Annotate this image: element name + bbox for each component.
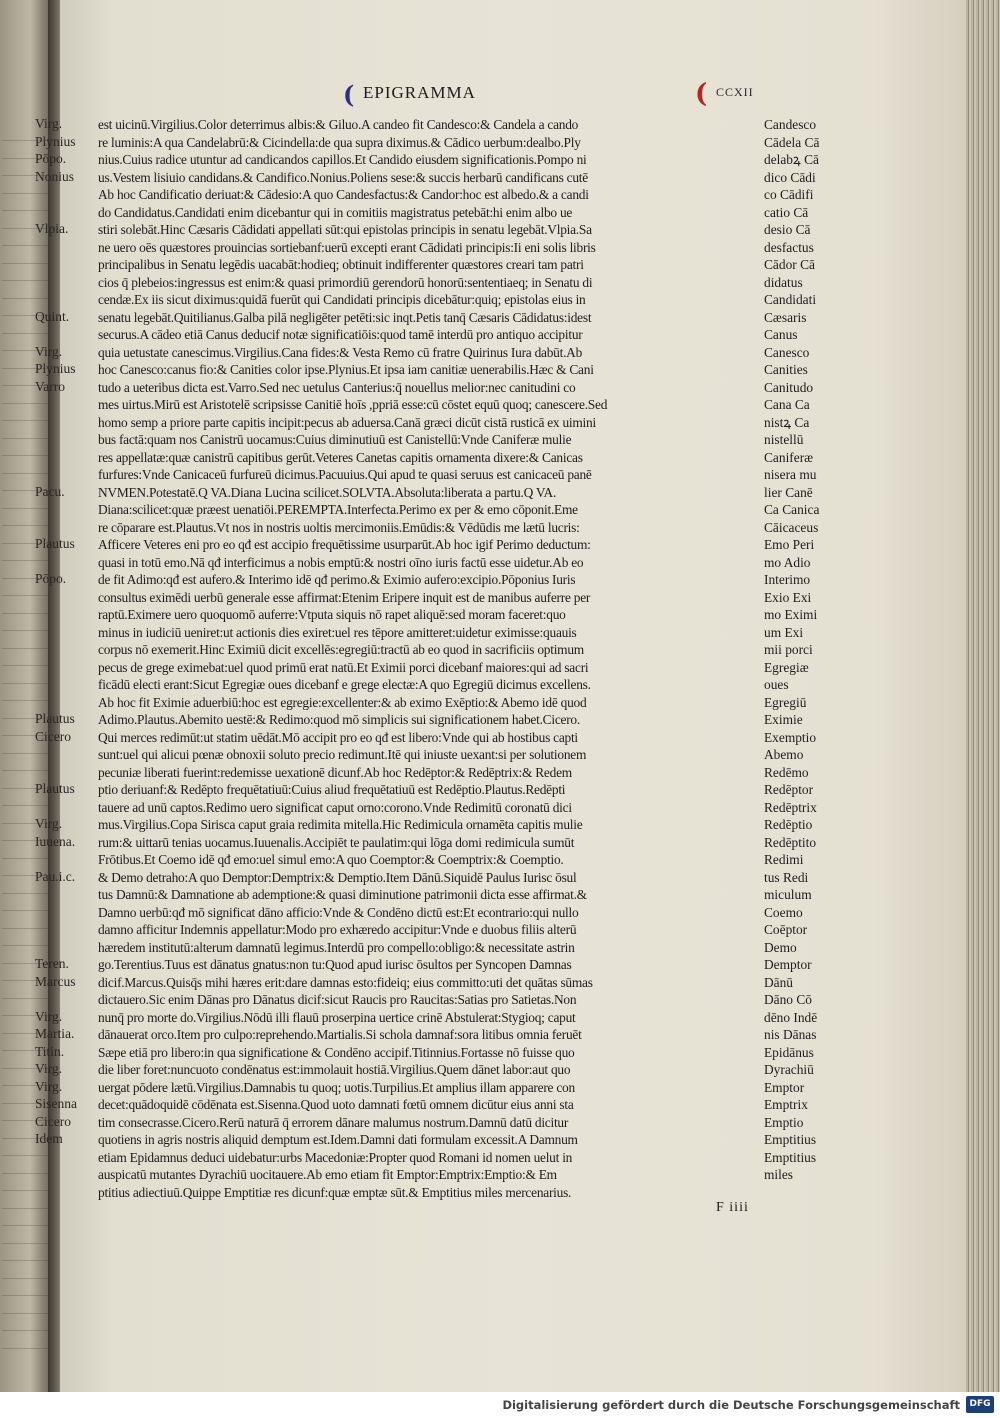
right-margin-note: Emptitius — [764, 1149, 817, 1165]
left-margin-note: Vlpia. — [35, 221, 69, 236]
text-line: Adimo.Plautus.Abemito uestē:& Redimo:quod mō simplicis sui significationem habet.Cicero. — [98, 712, 580, 727]
left-margin-note: Virg. — [35, 343, 63, 359]
text-line: damno afficitur Indemnis appellatur:Modo pro exhæredo accipitur:Vnde e duobus filiis alterū — [98, 922, 577, 937]
text-line: auspicatū mutantes Dyrachiū uocitauere.Ab emo etiam fit Emptor:Emptrix:Emptio:& Em — [98, 1167, 557, 1182]
text-line: tudo a ueteribus dicta est.Varro.Sed nec uetulus Canterius:q̄ nouellus melior:nec canitudini co — [98, 379, 576, 395]
left-page-ghost-line — [2, 193, 48, 194]
header-paragraph-mark: ( — [343, 80, 355, 109]
right-margin-note: oues — [764, 677, 789, 692]
right-margin-note: Dānū — [764, 974, 794, 990]
left-page-ghost-line — [2, 1260, 48, 1261]
left-page-ghost-line — [2, 928, 48, 929]
right-margin-note: catio Cā — [764, 204, 809, 220]
right-margin-note: Demo — [764, 939, 797, 955]
right-margin-note: mo Adio — [764, 554, 811, 570]
text-line: dictauero.Sic enim Dānas pro Dānatus dicif:sicut Raucis pro Raucitas:Satias pro Satietas.Non — [98, 992, 577, 1007]
left-page-ghost-line — [2, 438, 48, 439]
text-line: tus Damnū:& Damnatione ab ademptione:& quasi diminutione patrimonii dicta esse affirmat.& — [98, 887, 587, 902]
right-margin-note: Canus — [764, 327, 798, 342]
left-page-ghost-line — [2, 805, 48, 806]
left-margin-note: Iuuena. — [35, 833, 76, 849]
text-line: cendæ.Ex iis sicut diximus:quidā fuerūt qui Candidati principis dicebātur:quiq; epistolas eius in — [98, 292, 586, 307]
left-page-ghost-line — [2, 630, 48, 631]
text-line: nunq̄ pro morte do.Virgilius.Nōdū illi flauū proserpina uertice crinē Abstulerat:Stygioq; caput — [98, 1009, 576, 1025]
text-line: homo semp a priore parte capitis incipit:pecus ab aduersa.Canā græci dicūt cistā rusticā ex uimini — [98, 414, 596, 430]
left-page-ghost-line — [2, 455, 48, 456]
right-margin-note: Cādor Cā — [764, 257, 815, 272]
left-margin-note: Cicero — [35, 1113, 71, 1129]
right-margin-note: nistellū — [764, 432, 804, 447]
left-page-ghost-line — [2, 1173, 48, 1174]
right-margin-note: Candesco — [764, 117, 817, 132]
text-line: res appellatæ:quæ canistrū capitibus gerūt.Veteres Canetas capitis ornamenta dixere:& Canicas — [98, 449, 583, 465]
page-fore-edge — [966, 0, 1000, 1392]
left-page-ghost-line — [2, 560, 48, 561]
right-margin-note: Coemo — [764, 904, 803, 920]
left-margin-note: Plynius — [35, 133, 76, 149]
text-line: Ab hoc Candificatio deriuat:& Cādesio:A quo Candesfactus:& Candor:hoc est albedo.& a candi — [98, 187, 589, 202]
left-page-ghost-line — [2, 1295, 48, 1296]
left-page-ghost-line — [2, 753, 48, 754]
left-margin-note: Cicero — [35, 728, 71, 744]
right-margin-note: Cana Ca — [764, 397, 810, 412]
text-line: quasi in totū emo.Nā qđ interficimus a nobis emptū:& nostri oīno iuris factū esse uidetur.Ab eo — [98, 554, 584, 570]
text-line: principalibus in Senatu legēdis uacabāt:hodieq; obtinuit indifferenter quæstores creari tam patri — [98, 257, 584, 272]
left-margin-note: Plautus — [35, 781, 75, 796]
text-line: Frōtibus.Et Coemo idē qđ emo:uel simul emo:A quo Coemptor:& Coemptrix:& Coemptio. — [98, 852, 564, 867]
left-page-ghost-line — [2, 263, 48, 264]
left-margin-note: Plautus — [35, 536, 75, 551]
left-page-ghost-line — [2, 893, 48, 894]
left-page-ghost-line — [2, 998, 48, 999]
right-margin-note: desio Cā — [764, 222, 811, 237]
right-margin-note: lier Canē — [764, 484, 813, 500]
text-line: pecus de grege eximebat:uel quod primū erat natū.Et Eximii porci dicebanf maiores:qui ad sacri — [98, 659, 589, 675]
text-line: ptio deriuanf:& Redēpto frequētatiuū:Cuius aliud frequētatiuū est Redēptio.Plautus.Redēpti — [98, 782, 566, 797]
left-margin-note: Marcus — [35, 973, 76, 989]
funding-caption: Digitalisierung gefördert durch die Deutsche Forschungsgemeinschaft — [502, 1398, 960, 1412]
left-page-ghost-line — [2, 910, 48, 911]
right-margin-note: Redēptrix — [764, 799, 817, 815]
text-line: hæredem institutū:alterum damnatū legimus.Interdū pro compello:obligo:& necessitate astrin — [98, 939, 575, 955]
text-line: ne uero oēs quæstores prouincias sortiebanf:uerū excepti erant Cādidati principis:Ii eni solis libris — [98, 239, 596, 255]
right-margin-note: Dāno Cō — [764, 992, 812, 1007]
left-page-ghost-line — [2, 1313, 48, 1314]
text-line: quia uetustate canescimus.Virgilius.Cana fides:& Vesta Remo cū fratre Quirinus Iura dabūt.Ab — [98, 344, 583, 360]
left-margin-note: Quint. — [35, 308, 70, 324]
text-line: senatu legebāt.Quitilianus.Galba pilā negligēter petēti:sic inqt.Petis tanq̄ Cæsaris Cādidatus:idest — [98, 309, 592, 325]
left-margin-note: Varro — [35, 378, 65, 394]
left-page-ghost-line — [2, 1278, 48, 1279]
text-line: de fit Adimo:qđ est aufero.& Interimo idē qđ perimo.& Eximio aufero:excipio.Pōponius Iuris — [98, 572, 576, 587]
text-line: mus.Virgilius.Copa Sirisca caput graia redimita mitella.Hic Redimicula ornamēta capitis mulie — [98, 817, 583, 832]
right-margin-note: Cæsaris — [764, 309, 807, 325]
text-line: Damno uerbū:qđ mō significat dāno afficio:Vnde & Condēno dictū est:Et econtrario:qui nullo — [98, 904, 579, 920]
text-line: die liber foret:nuncuoto condēnatus est:immolauit hostiā.Virgilius.Quem dānet labor:aut quo — [98, 1062, 571, 1077]
text-line: Sæpe etiā pro libero:in qua significatione & Condēno accipif.Titinnius.Fortasse nō fuisse quo — [98, 1044, 575, 1060]
left-margin-note: Virg. — [35, 816, 63, 831]
right-margin-note: Cāicaceus — [764, 519, 819, 535]
left-page-ghost-line — [2, 1348, 48, 1349]
right-margin-note: tus Redi — [764, 869, 809, 885]
right-margin-note: miles — [764, 1167, 794, 1182]
text-line: est uicinū.Virgilius.Color deterrimus albis:& Giluo.A candeo fit Candesco:& Candela a cando — [98, 117, 579, 132]
right-margin-note: nisera mu — [764, 467, 817, 482]
left-margin-note: Titin. — [35, 1043, 65, 1059]
text-line: Ab hoc fit Eximie aduerbiū:hoc est egregie:excellenter:& ab eximo Exēptio:& Abemo idē quod — [98, 694, 587, 710]
right-margin-note: Ca Canica — [764, 502, 820, 517]
left-page-ghost-line — [2, 665, 48, 666]
left-page-ghost-line — [2, 420, 48, 421]
left-margin-note: Virg. — [35, 1078, 63, 1094]
main-text-column — [98, 116, 760, 1201]
left-page-ghost-line — [2, 648, 48, 649]
right-margin-note: Canitudo — [764, 379, 814, 395]
right-margin-note: um Exi — [764, 624, 804, 640]
right-margin-note: Canities — [764, 362, 808, 377]
right-margin-note: Dyrachiū — [764, 1062, 814, 1077]
text-line: minus in iudiciū ueniret:ut actionis dies exiret:uel res tēpore amitteret:uidetur eximisse:quauis — [98, 624, 577, 640]
right-margin-note: Exemptio — [764, 729, 817, 745]
left-page-ghost-line — [2, 1225, 48, 1226]
text-line: tauere ad unū captos.Redimo uero significat caput orno:corono.Vnde Redimitū coronatū dici — [98, 799, 572, 815]
right-margin-note: mii porci — [764, 642, 813, 657]
right-margin-note: dico Cādi — [764, 169, 816, 185]
left-page-ghost-line — [2, 525, 48, 526]
left-margin-note: Teren. — [35, 956, 69, 971]
left-margin-note: Martia. — [35, 1026, 75, 1041]
dfg-logo: DFG — [966, 1396, 994, 1413]
text-line: bus factā:quam nos Canistrū uocamus:Cuius diminutiuū est Canistellū:Vnde Caniferæ mulie — [98, 432, 572, 447]
text-line: dānauerat orco.Item pro culpo:reprehendo.Martialis.Si schola damnaf:sora litibus omnia feruēt — [98, 1027, 582, 1042]
text-line: uergat pōdere lætū.Virgilius.Damnabis tu quoq; uotis.Turpilius.Et amplius illam apparere con — [98, 1079, 575, 1095]
text-line: us.Vestem lisiuio candidans.& Candifico.Nonius.Poliens sese:& succis herbarū candificans cutē — [98, 169, 588, 185]
left-margin-note: Pacu. — [35, 483, 65, 499]
left-page-ghost-line — [2, 1155, 48, 1156]
text-line: do Candidatus.Candidati enim dicebantur qui in comitiis magistratus petebāt:hi enim albo ue — [98, 204, 573, 220]
right-margin-note: co Cādifi — [764, 187, 814, 202]
right-margin-note: didatus — [764, 274, 803, 290]
left-margin-note: Pōpo. — [35, 571, 67, 586]
right-margin-note: Eximie — [764, 712, 803, 727]
right-margin-note: Caniferæ — [764, 449, 814, 465]
footer-bar — [0, 1392, 1000, 1418]
left-page-ghost-line — [2, 700, 48, 701]
left-page-ghost-line — [2, 473, 48, 474]
right-margin-note: Redēptio — [764, 817, 813, 832]
left-page-ghost-line — [2, 858, 48, 859]
right-margin-note: dēno Indē — [764, 1009, 818, 1025]
left-page-ghost-line — [2, 683, 48, 684]
text-line: Diana:scilicet:quæ præest uenatiōi.PEREMPTA.Interfecta.Perimo ex per & emo cōponit.Eme — [98, 502, 578, 517]
left-margin-note: Virg. — [35, 116, 63, 131]
text-line: re cōparare est.Plautus.Vt nos in nostris uoltis mercimoniis.Emūdis:& Vēdūdis me lætū lucris: — [98, 519, 580, 535]
right-margin-note: desfactus — [764, 239, 814, 255]
signature-mark: F iiii — [716, 1200, 749, 1215]
left-page-ghost-line — [2, 245, 48, 246]
text-line: consultus eximēdi uerbū generale esse affirmat:Etenim Eripere inquit est de manibus auferre per — [98, 589, 591, 605]
right-margin-note: Emptio — [764, 1114, 804, 1130]
right-margin-note: Coēptor — [764, 922, 808, 937]
left-page-ghost-line — [2, 770, 48, 771]
text-line: decet:quādoquidē cōdēnata est.Sisenna.Quod uoto damnati fœtū omnem dicūtur eius anni sta — [98, 1097, 574, 1112]
text-line: securus.A cādeo etiā Canus deducif notæ significatiōis:quod tamē interdū pro antiquo accipitur — [98, 327, 583, 342]
left-page-ghost-line — [2, 298, 48, 299]
text-line: dicif.Marcus.Quisq̄s mihi hæres erit:dare damnas esto:fideiq; eius committo:uti det quātas sūmas — [98, 974, 593, 990]
left-page-ghost-line — [2, 1243, 48, 1244]
right-margin-note: Canesco — [764, 344, 810, 360]
right-margin-note: Candidati — [764, 292, 817, 307]
text-line: cios q̄ plebeios:ingressus est enim:& quasi primordiū gerendorū honorū:sententiaeq; in Senatu di — [98, 274, 593, 290]
right-margin-note: Interimo — [764, 572, 811, 587]
text-line: raptū.Eximere uero quoquomō auferre:Vtputa siquis nō rapet aliquē:sed moram faceret:quo — [98, 607, 566, 622]
right-margin-note: Epidānus — [764, 1044, 814, 1060]
text-line: & Demo detraho:A quo Demptor:Demptrix:& Demptio.Item Dānū.Siquidē Paulus Iurisc ōsul — [98, 869, 577, 885]
left-margin-note: Pau.i.c. — [35, 868, 76, 884]
left-page-ghost-line — [2, 508, 48, 509]
text-line: ficādū electi erant:Sicut Egregiæ oues dicebanf e grege electæ:A quo Egregiū dicimus excellens. — [98, 677, 591, 692]
right-margin-note: Cādela Cā — [764, 134, 820, 150]
left-margin-note: Nonius — [35, 168, 75, 184]
right-margin-note: Emptrix — [764, 1097, 808, 1112]
right-margin-note: Redēptito — [764, 834, 817, 850]
text-line: etiam Epidamnus deduci uidebatur:urbs Macedoniæ:Propter quod Romani id nomen uelut in — [98, 1149, 573, 1165]
right-margin-note: Redēmo — [764, 764, 809, 780]
left-page-edge — [0, 0, 50, 1392]
left-page-ghost-line — [2, 1190, 48, 1191]
left-page-ghost-line — [2, 403, 48, 404]
text-line: re luminis:A qua Candelabrū:& Cicindella:de qua supra diximus.& Cādico uerbum:dealbo.Ply — [98, 134, 581, 150]
left-margin-note: Sisenna — [35, 1096, 77, 1111]
folio-paragraph-mark: ( — [695, 79, 708, 109]
right-margin-note: nistꝝ Ca — [764, 414, 810, 430]
left-page-ghost-line — [2, 595, 48, 596]
left-margin-note: Virg. — [35, 1008, 63, 1024]
right-margin-note: Abemo — [764, 747, 804, 762]
right-margin-note: Egregiæ — [764, 659, 809, 675]
right-margin-note: Emo Peri — [764, 537, 815, 552]
right-margin-note: Emptor — [764, 1079, 805, 1095]
right-margin-note: Demptor — [764, 957, 812, 972]
right-margin-note: Egregiū — [764, 694, 807, 710]
left-page-ghost-line — [2, 333, 48, 334]
text-line: corpus nō exemerit.Hinc Eximiū dicit excellēs:egregiū:tractū ab eo quod in sacrificiis optimum — [98, 642, 584, 657]
text-line: Qui merces redimūt:ut statim uēdāt.Mō accipit pro eo qđ est libero:Vnde qui ab hostibus capti — [98, 729, 578, 745]
text-line: furfures:Vnde Canicaceū furfureū dicimus.Pacuuius.Qui apud te quasi seruus est canicaceū panē — [98, 467, 592, 482]
right-margin-note: Redimi — [764, 852, 804, 867]
left-page-ghost-line — [2, 280, 48, 281]
right-margin-note: miculum — [764, 887, 812, 902]
right-margin-note: Emptitius — [764, 1132, 817, 1147]
right-margin-note: nis Dānas — [764, 1027, 817, 1042]
text-line: tim consecrasse.Cicero.Rerū naturā q̄ errorem dānare malumus nostrum.Damnū datū dicitur — [98, 1114, 569, 1130]
text-line: mes uirtus.Mirū est Aristotelē scripsisse Canitiē hoīs ,ppriā esse:cū cōstet equū quoq; canescere.Sed — [98, 397, 608, 412]
left-page-ghost-line — [2, 1330, 48, 1331]
right-margin-note: delabꝝ Cā — [764, 152, 819, 167]
left-margin-note: Virg. — [35, 1061, 63, 1076]
folio-number: CCXII — [716, 85, 754, 99]
text-line: hoc Canesco:canus fio:& Canities color ipse.Plynius.Et ipsa iam canitiæ uenerabilis.Hæc & Cani — [98, 362, 594, 377]
text-line: nius.Cuius radice utuntur ad candicandos capillos.Et Candido eiusdem significationis.Pompo ni — [98, 152, 587, 167]
left-page-ghost-line — [2, 613, 48, 614]
left-margin-note: Plynius — [35, 361, 76, 376]
left-page-ghost-line — [2, 210, 48, 211]
text-line: sunt:uel qui alicui pœnæ obnoxii soluto precio redimunt.Itē qui iniuste uexant:si per solutionem — [98, 747, 587, 762]
left-page-ghost-line — [2, 945, 48, 946]
text-line: Afficere Veteres eni pro eo qđ est accipio frequētissime usurparūt.Ab hoc igif Perimo deductum: — [98, 537, 591, 552]
left-page-ghost-line — [2, 1208, 48, 1209]
text-line: ptitius adiectiuū.Quippe Emptitiæ res dicunf:quæ emptæ sūt.& Emptitius miles mercenarius. — [98, 1184, 572, 1200]
running-title: EPIGRAMMA — [363, 83, 476, 102]
left-margin-note: Pōpo. — [35, 151, 67, 166]
text-line: NVMEN.Potestatē.Q VA.Diana Lucina scilicet.SOLVTA.Absoluta:liberata a partu.Q VA. — [98, 484, 557, 500]
text-line: pecuniæ liberati fuerint:redemisse uexationē dicunf.Ab hoc Redēptor:& Redēptrix:& Redem — [98, 764, 572, 780]
right-margin-notes — [764, 116, 834, 1184]
text-line: stiri solebāt.Hinc Cæsaris Cādidati appellati sūt:qui epistolas principis in senatu legebāt.Vlpia.Sa — [98, 222, 592, 237]
text-line: go.Terentius.Tuus est dānatus gnatus:non tu:Quod apud iurisc ōsultos per Syncopen Damnas — [98, 957, 572, 972]
left-margin-note: Idem — [35, 1131, 63, 1146]
text-line: rum:& uittarū tenias uocamus.Iuuenalis.Accipiēt te paulatim:qui lōga domi redimicula sumūt — [98, 834, 575, 850]
right-margin-note: Exio Exi — [764, 589, 812, 605]
right-margin-note: mo Eximi — [764, 607, 818, 622]
right-margin-note: Redēptor — [764, 782, 814, 797]
left-margin-note: Plautus — [35, 711, 75, 726]
text-line: quotiens in agris nostris aliquid demptum est.Idem.Damni dati formulam excessit.A Damnum — [98, 1132, 578, 1147]
